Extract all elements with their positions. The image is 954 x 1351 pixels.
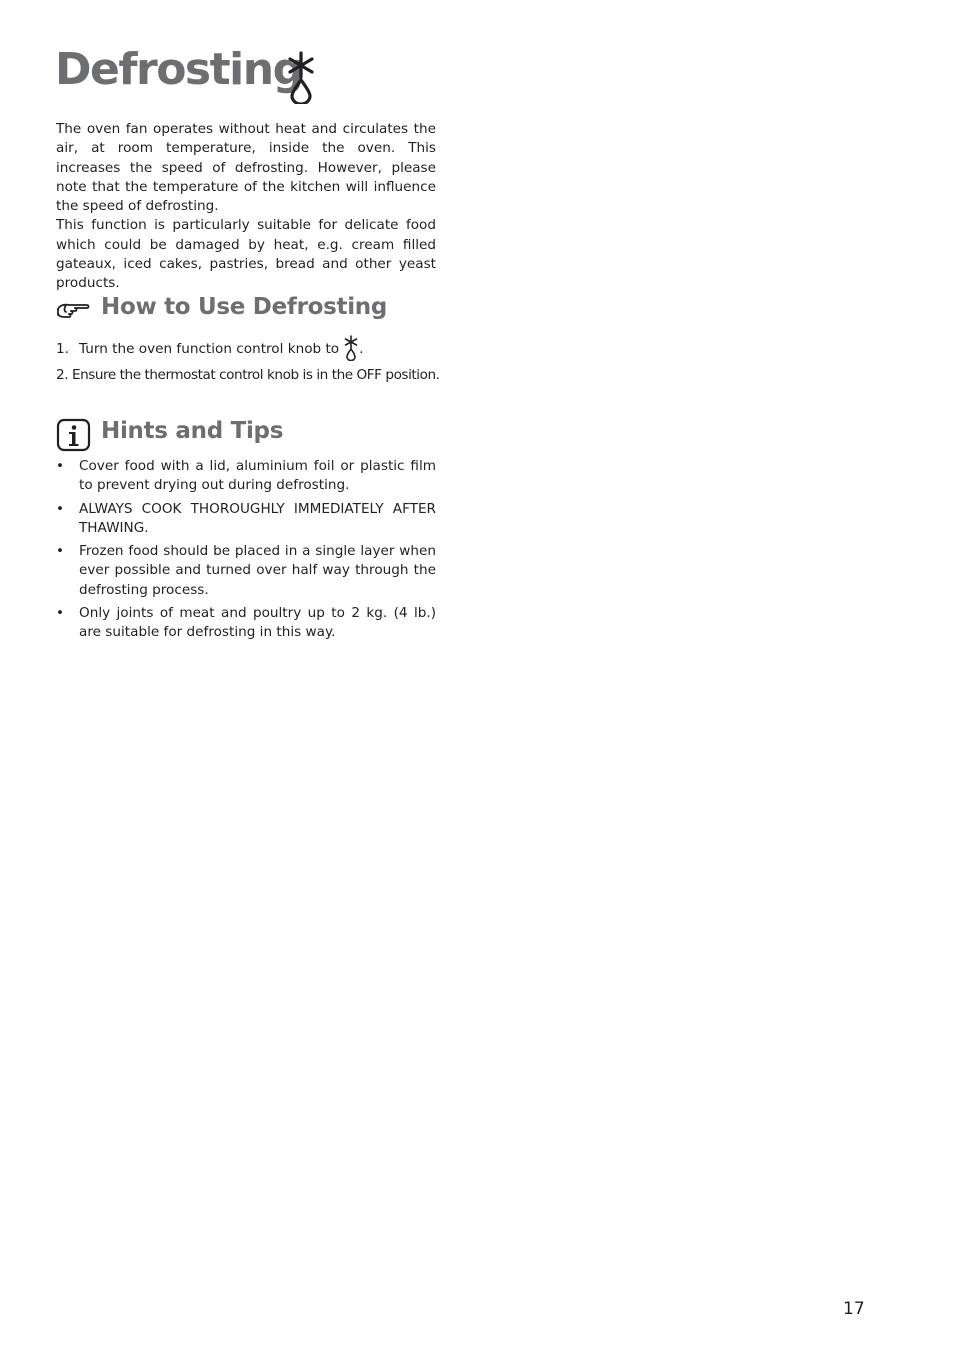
step-number: 1. [56, 341, 69, 357]
step-text: Turn the oven function control knob to [79, 341, 340, 357]
step-end: . [359, 341, 364, 357]
section-heading-hints: Hints and Tips [101, 418, 284, 444]
pointing-hand-icon [56, 299, 90, 323]
hints-list [56, 457, 436, 647]
list-item [56, 604, 436, 643]
list-item [56, 457, 436, 496]
list-item-text: ALWAYS COOK THOROUGHLY IMMEDIATELY AFTER THAWING. [79, 500, 436, 536]
list-item [56, 500, 436, 539]
section-heading-how-to-use: How to Use Defrosting [101, 294, 388, 320]
bullet: • [56, 500, 65, 517]
step-2: 2. Ensure the thermostat control knob is in the OFF position. [56, 367, 440, 383]
bullet: • [56, 543, 65, 560]
intro-text [56, 120, 436, 294]
intro-paragraph: This function is particularly suitable for delicate food which could be damaged by heat, e.g. cream filled gateaux, iced cakes, pastries, bread and other yeast products. [56, 217, 436, 292]
page-number: 17 [843, 1299, 865, 1319]
info-icon [56, 418, 91, 452]
page-title: Defrosting [55, 44, 303, 95]
list-item-text: Only joints of meat and poultry up to 2 kg. (4 lb.) are suitable for defrosting in this way. [79, 605, 436, 641]
bullet: • [56, 458, 65, 474]
defrost-icon [343, 335, 359, 361]
bullet: • [56, 605, 65, 622]
list-item-text: Cover food with a lid, aluminium foil or plastic film to prevent drying out during defrosting. [79, 458, 436, 494]
list-item [56, 542, 436, 600]
intro-paragraph: The oven fan operates without heat and circulates the air, at room temperature, inside the oven. This increases the speed of defrosting. However, please note that the temperature of the kitchen will influence the speed of defrosting. [56, 121, 436, 215]
list-item-text: Frozen food should be placed in a single layer when ever possible and turned over half way through the defrosting process. [79, 543, 436, 598]
step-1 [56, 335, 363, 361]
defrost-icon [284, 50, 318, 104]
